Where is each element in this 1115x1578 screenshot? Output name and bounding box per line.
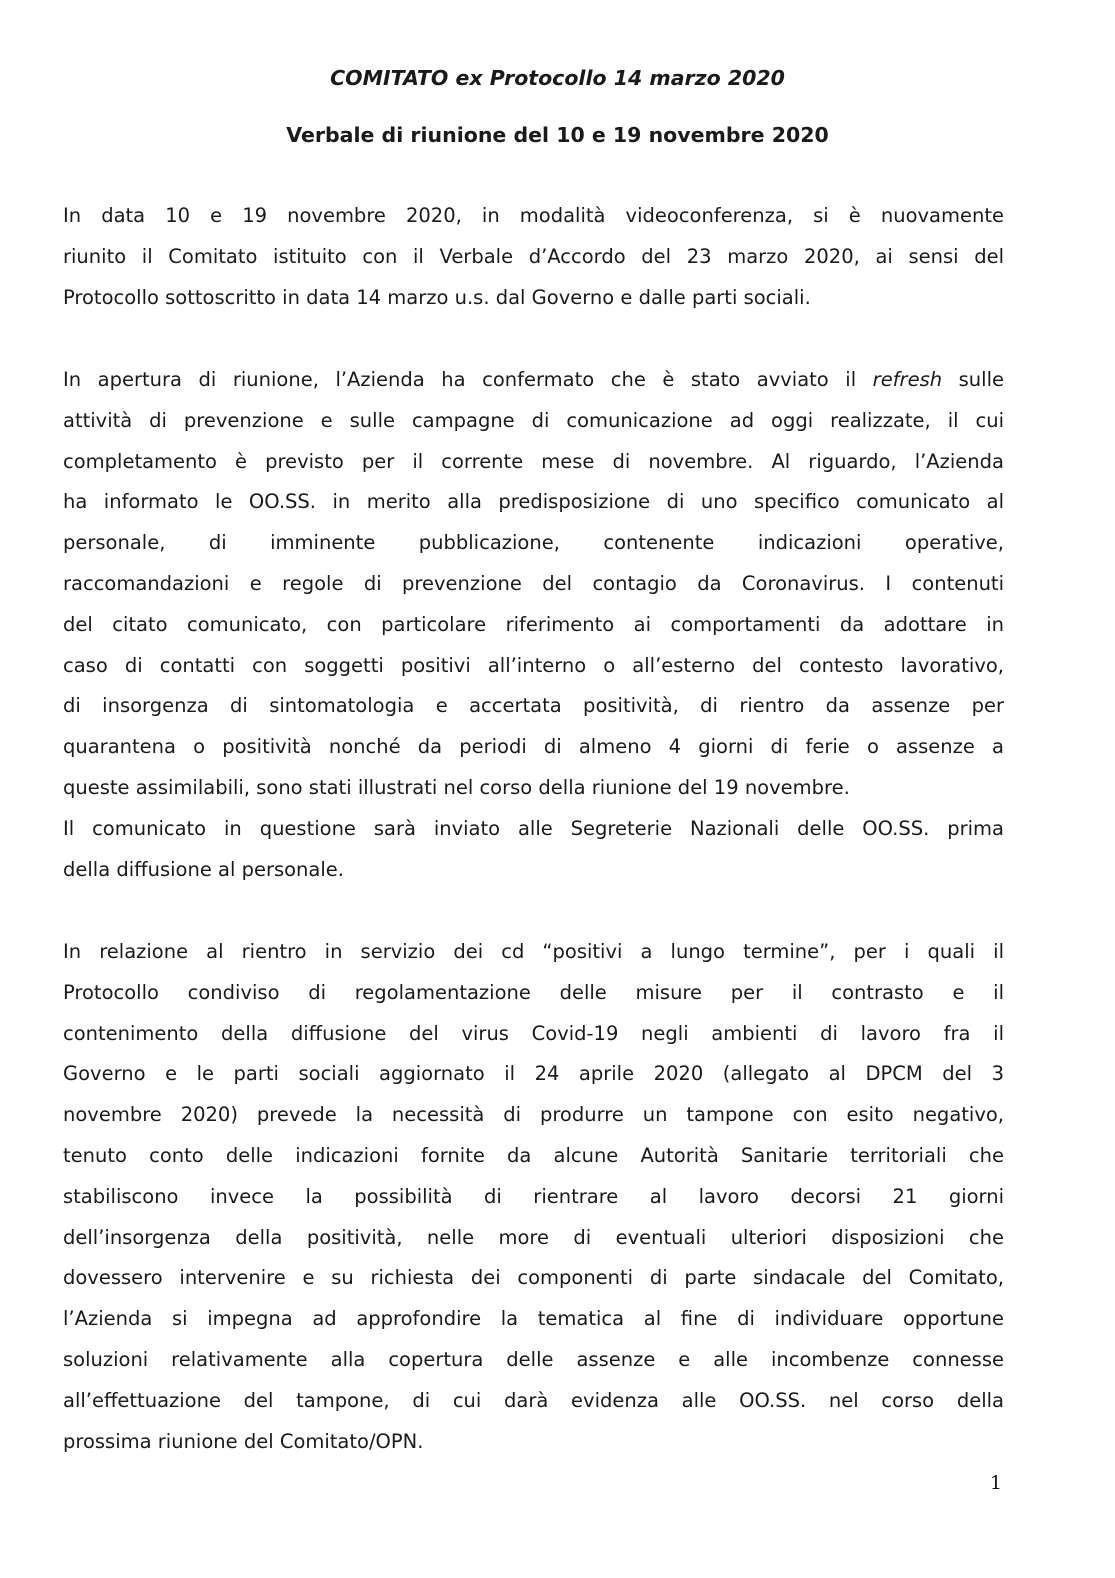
paragraph-line: tenuto conto delle indicazioni fornite da alcune Autorità Sanitarie territoriali che (63, 1143, 1004, 1167)
paragraph-line: caso di contatti con soggetti positivi all’interno o all’esterno del contesto lavorativo, (63, 653, 1004, 677)
paragraph-1 (63, 196, 1004, 318)
emphasis-refresh: refresh (872, 368, 943, 391)
paragraph-2 (63, 360, 1004, 890)
paragraph-line (63, 360, 1004, 401)
paragraph-line: prossima riunione del Comitato/OPN. (63, 1429, 424, 1453)
paragraph-line: soluzioni relativamente alla copertura delle assenze e alle incombenze connesse (63, 1347, 1004, 1371)
page-number: 1 (989, 1472, 1002, 1494)
paragraph-line: Protocollo sottoscritto in data 14 marzo u.s. dal Governo e dalle parti sociali. (63, 285, 811, 309)
document-title: COMITATO ex Protocollo 14 marzo 2020 (330, 66, 785, 90)
paragraph-line: Governo e le parti sociali aggiornato il 24 aprile 2020 (allegato al DPCM del 3 (63, 1062, 1004, 1086)
paragraph-line: della diffusione al personale. (63, 857, 344, 881)
paragraph-line: ha informato le OO.SS. in merito alla predisposizione di uno specifico comunicato al (63, 490, 1004, 514)
paragraph-line: contenimento della diffusione del virus Covid-19 negli ambienti di lavoro fra il (63, 1021, 1004, 1045)
paragraph-line: dell’insorgenza della positività, nelle more di eventuali ulteriori disposizioni che (63, 1225, 1004, 1249)
paragraph-line: l’Azienda si impegna ad approfondire la tematica al fine di individuare opportune (63, 1307, 1004, 1331)
paragraph-line: del citato comunicato, con particolare riferimento ai comportamenti da adottare in (63, 612, 1004, 636)
paragraph-line: In relazione al rientro in servizio dei cd “positivi a lungo termine”, per i quali il (63, 940, 1004, 963)
paragraph-line: queste assimilabili, sono stati illustrati nel corso della riunione del 19 novembre. (63, 775, 850, 799)
paragraph-line: stabiliscono invece la possibilità di rientrare al lavoro decorsi 21 giorni (63, 1184, 1004, 1208)
paragraph-line: novembre 2020) prevede la necessità di produrre un tampone con esito negativo, (63, 1103, 1004, 1127)
paragraph-line: raccomandazioni e regole di prevenzione del contagio da Coronavirus. I contenuti (63, 571, 1004, 595)
paragraph-line: all’effettuazione del tampone, di cui darà evidenza alle OO.SS. nel corso della (63, 1388, 1004, 1412)
paragraph-line: completamento è previsto per il corrente mese di novembre. Al riguardo, l’Azienda (63, 449, 1004, 473)
paragraph-line: personale, di imminente pubblicazione, contenente indicazioni operative, (63, 531, 1004, 555)
paragraph-line: Protocollo condiviso di regolamentazione delle misure per il contrasto e il (63, 980, 1004, 1004)
paragraph-line: quarantena o positività nonché da periodi di almeno 4 giorni di ferie o assenze a (63, 735, 1004, 759)
paragraph-line: di insorgenza di sintomatologia e accertata positività, di rientro da assenze per (63, 694, 1004, 718)
paragraph-text: sulle (942, 368, 1004, 391)
paragraph-line: dovessero intervenire e su richiesta dei componenti di parte sindacale del Comitato, (63, 1266, 1004, 1290)
paragraph-text: In apertura di riunione, l’Azienda ha confermato che è stato avviato il (63, 368, 873, 391)
document-subtitle: Verbale di riunione del 10 e 19 novembre 2020 (286, 123, 829, 147)
paragraph-line: riunito il Comitato istituito con il Verbale d’Accordo del 23 marzo 2020, ai sensi del (63, 244, 1004, 268)
paragraph-line: attività di prevenzione e sulle campagne di comunicazione ad oggi realizzate, il cui (63, 408, 1004, 432)
paragraph-3 (63, 932, 1004, 1462)
paragraph-line: In data 10 e 19 novembre 2020, in modalità videoconferenza, si è nuovamente (63, 204, 1004, 227)
paragraph-line: Il comunicato in questione sarà inviato alle Segreterie Nazionali delle OO.SS. prima (63, 816, 1004, 840)
